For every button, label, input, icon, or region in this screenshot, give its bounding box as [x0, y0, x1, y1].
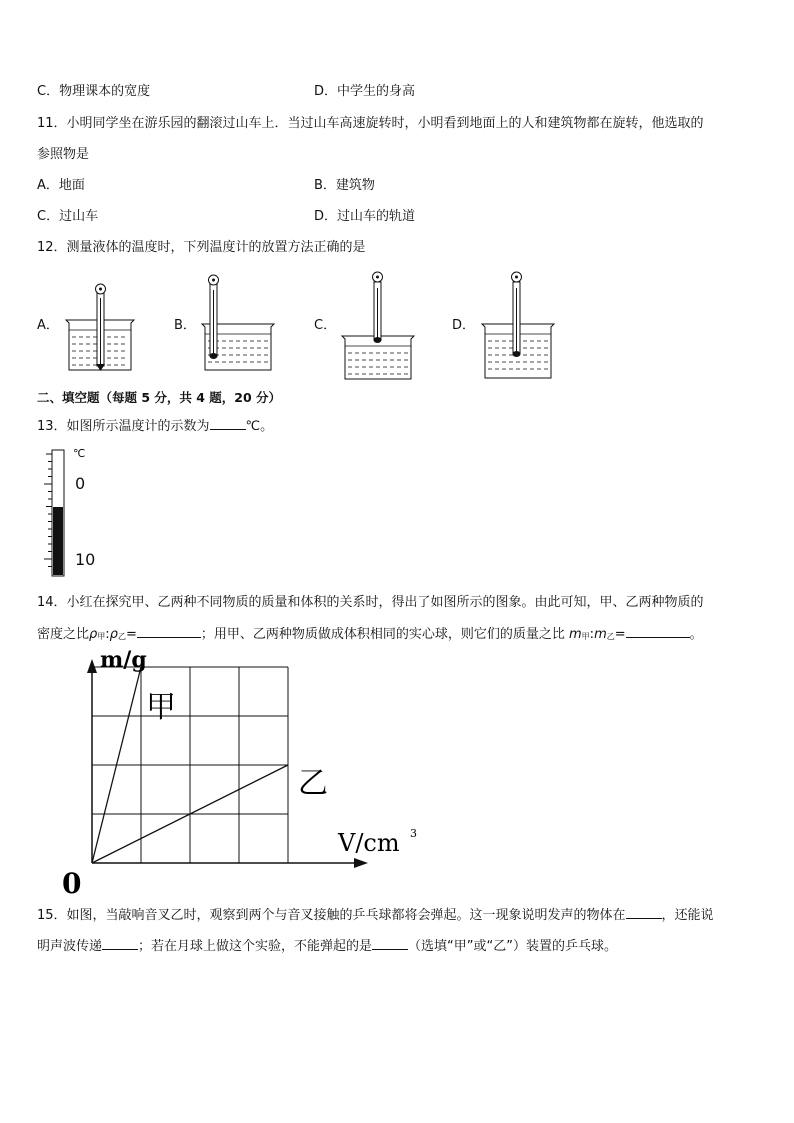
q14-stem-line1: 14．小红在探究甲、乙两种不同物质的质量和体积的关系时，得出了如图所示的图象。由此可知，甲、乙两种物质的	[37, 595, 704, 610]
period: 。	[689, 627, 703, 642]
q15-text-d: ；若在月球上做这个实验，不能弹起的是	[138, 939, 373, 954]
q11-option-d: D．过山车的轨道	[314, 209, 416, 224]
yi-subscript: 乙	[606, 632, 615, 641]
beaker-b-figure	[198, 272, 278, 372]
q12-label-d: D．	[452, 318, 476, 333]
m-symbol: m	[569, 627, 582, 642]
equals-sign: =	[614, 627, 626, 642]
q15-text-c: 明声波传递	[37, 939, 103, 954]
beaker-c-figure	[338, 270, 418, 382]
section-title: 二、填空题（每题 5 分，共 4 题，20 分）	[37, 390, 282, 405]
q12-label-c: C．	[314, 318, 337, 333]
y-axis-arrow	[87, 659, 97, 673]
q12-label-a: A．	[37, 318, 59, 333]
q14-text-ratio: 密度之比	[37, 627, 90, 642]
q13-answer-blank[interactable]	[210, 417, 246, 430]
q15-text-b: ，还能说	[661, 908, 714, 923]
ratio-colon: :	[589, 627, 595, 642]
q15-blank-2[interactable]	[102, 937, 138, 950]
q13-stem-after: ℃。	[245, 419, 274, 434]
q15-blank-3[interactable]	[372, 937, 408, 950]
beaker-d-figure	[478, 270, 558, 382]
x-axis-label: V/cm	[338, 829, 400, 857]
q15-stem-line1	[37, 906, 714, 924]
q15-text-a: 15．如图，当敲响音叉乙时，观察到两个与音叉接触的乒乓球都将会弹起。这一现象说明发声的物体在	[37, 908, 626, 923]
q11-stem-line1: 11．小明同学坐在游乐园的翻滚过山车上．当过山车高速旋转时，小明看到地面上的人和建筑物都在旋转，他选取的	[37, 116, 704, 131]
mass-volume-chart	[60, 645, 440, 900]
y-axis-label: m/g	[100, 647, 147, 673]
beaker-a-figure	[60, 280, 140, 372]
chart-grid	[92, 667, 288, 863]
equals-sign: =	[125, 627, 137, 642]
x-axis-arrow	[354, 858, 368, 868]
series-label-jia: 甲	[146, 690, 176, 725]
q15-text-e: （选填“甲”或“乙”）装置的乒乓球。	[408, 939, 617, 954]
series-label-yi: 乙	[298, 766, 328, 801]
rho-symbol: ρ	[109, 627, 118, 642]
q10-option-c: C．物理课本的宽度	[37, 84, 151, 99]
q14-mass-blank[interactable]	[626, 625, 690, 638]
thermometer-unit: ℃	[73, 447, 86, 460]
q11-option-a: A．地面	[37, 178, 85, 193]
yi-subscript: 乙	[117, 632, 126, 641]
rho-symbol: ρ	[89, 627, 98, 642]
q14-stem-line2	[37, 625, 703, 645]
q11-option-b: B．建筑物	[314, 178, 375, 193]
jia-subscript: 甲	[581, 632, 590, 641]
jia-subscript: 甲	[97, 632, 106, 641]
m-symbol: m	[594, 627, 607, 642]
q10-option-d: D．中学生的身高	[314, 84, 416, 99]
thermometer-tick-0: 0	[75, 474, 86, 493]
q12-label-b: B．	[174, 318, 196, 333]
q11-stem-line2: 参照物是	[37, 147, 90, 162]
q13-stem	[37, 417, 273, 435]
q11-option-c: C．过山车	[37, 209, 99, 224]
ratio-colon: :	[105, 627, 110, 642]
q13-stem-before: 13．如图所示温度计的示数为	[37, 419, 210, 434]
q15-stem-line2	[37, 937, 617, 955]
q14-density-blank[interactable]	[137, 625, 201, 638]
thermometer-tick-10: 10	[75, 550, 96, 569]
q12-stem: 12．测量液体的温度时，下列温度计的放置方法正确的是	[37, 240, 366, 255]
q14-text-mass: ；用甲、乙两种物质做成体积相同的实心球，则它们的质量之比	[200, 627, 565, 642]
q15-blank-1[interactable]	[626, 906, 662, 919]
origin-label: 0	[62, 867, 82, 900]
x-axis-label-superscript: 3	[410, 827, 417, 840]
